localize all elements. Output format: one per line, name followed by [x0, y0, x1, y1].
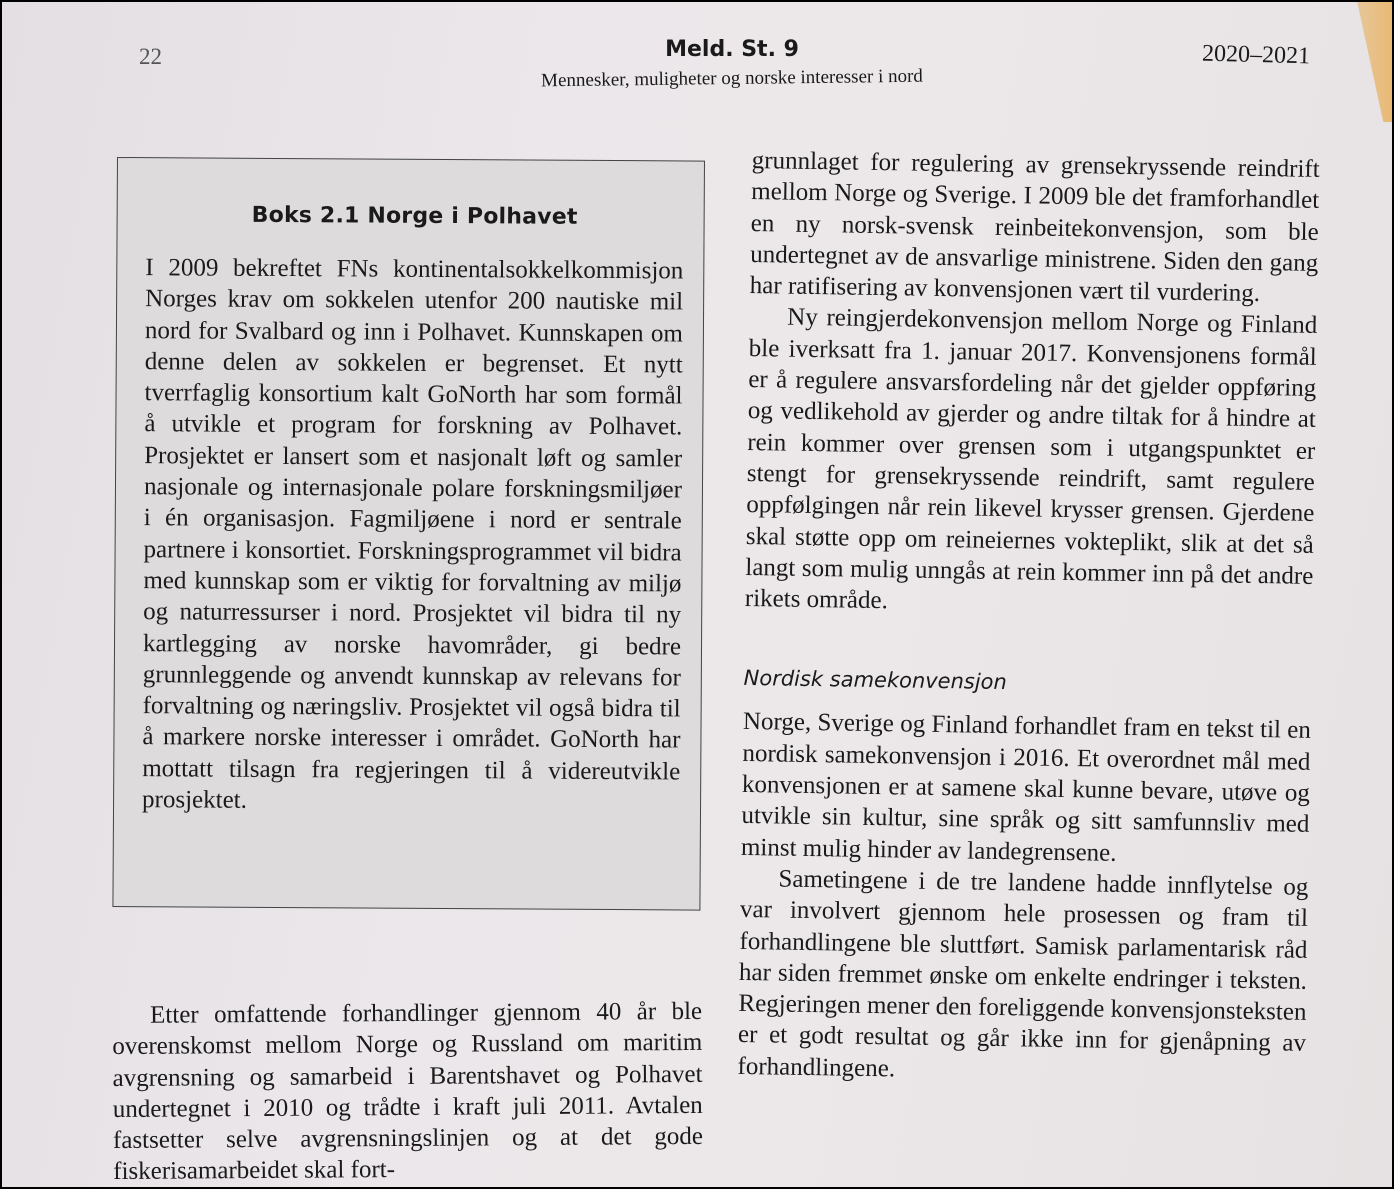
right-paragraph-4: Sametingene i de tre landene hadde innflytelse og var involvert gjennom hele prosessen og fram til forhandlingene ble sluttført. Samisk parlamentarisk råd har siden fremmet ønske om enkelte endringer i teksten. Regjeringen mener den foreliggende konvensjonsteksten er et godt resultat og går ikke inn for gjenåpning av forhandlingene.: [737, 865, 1309, 1083]
page-number: 22: [139, 44, 162, 69]
right-paragraph-2: Ny reingjerdekonvensjon mellom Norge og Finland ble iverksatt fra 1. januar 2017. Konvensjonens formål er å regulere ansvarsfordeling når det gjelder oppføring og vedlikehold av gjerder og andre tiltak for å hindre at rein kommer over grensen som i utgangspunktet er stengt for grensekryssende reindrift, samt regulere oppfølgingen når rein likevel krysser grensen. Gjerdene skal støtte opp om reineiernes vokteplikt, slik at det så langt som mulig unngås at rein kommer inn på det andre rikets område.: [744, 304, 1318, 615]
page-edge-decoration: [1334, 2, 1392, 122]
info-box-title: Boks 2.1 Norge i Polhavet: [251, 202, 578, 230]
right-paragraph-1: grunnlaget for regulering av grensekryssende reindrift mellom Norge og Sverige. I 2009 ble det framforhandlet en ny norsk-svensk reinbeitekonvensjon, som ble undertegnet av de ansvarlige ministrene. Siden den gang har ratifisering av konvensjonen vært til vurdering.: [749, 146, 1320, 308]
left-column: [112, 996, 703, 1188]
right-column: [737, 145, 1320, 1091]
info-box-text: I 2009 bekreftet FNs kontinentalsokkelkommisjon Norges krav om sokkelen utenfor 200 nautiske mil nord for Svalbard og inn i Polhavet. Kunnskapen om denne delen av sokkelen er begrenset. Et nytt tverrfaglig konsortium kalt GoNorth har som formål å utvikle et program for forskning av Polhavet. Prosjektet er lansert som et nasjonalt løft og samler nasjonale og internasjonale polare forskningsmiljøer i én organisasjon. Fagmiljøene i nord er sentrale partnere i konsortiet. Forskningsprogrammet vil bidra med kunnskap som er viktig for forvaltning av miljø og naturressurser i nord. Prosjektet vil bidra til ny kartlegging av norske havområder, gi bedre grunnleggende og anvendt kunnskap av relevans for forvaltning og næringsliv. Prosjektet vil også bidra til å markere norske interesser i området. GoNorth har mottatt tilsagn fra regjeringen til å videreutvikle prosjektet.: [141, 254, 684, 814]
right-paragraph-3: Norge, Sverige og Finland forhandlet fram en tekst til en nordisk samekonvensjon i 2016. Et overordnet mål med konvensjonen er at samene skal kunne bevare, utøve og utvikle sin kultur, sine språk og sitt samfunnsliv med minst mulig hinder av landegrensene.: [740, 708, 1312, 867]
section-subheading: Nordisk samekonvensjon: [743, 666, 1008, 695]
report-year: 2020–2021: [1201, 40, 1311, 70]
report-title: Meld. St. 9: [665, 37, 799, 62]
report-subtitle: Mennesker, muligheter og norske interesser i nord: [540, 65, 923, 92]
left-paragraph: Etter omfattende forhandlinger gjennom 40 år ble overenskomst mellom Norge og Russland om maritim avgrensning og samarbeid i Barentshavet og Polhavet undertegnet i 2010 og trådte i kraft juli 2011. Avtalen fastsetter selve avgrensningslinjen og at det gode fiskerisamarbeidet skal fort-: [112, 997, 704, 1186]
info-box: [112, 157, 705, 911]
